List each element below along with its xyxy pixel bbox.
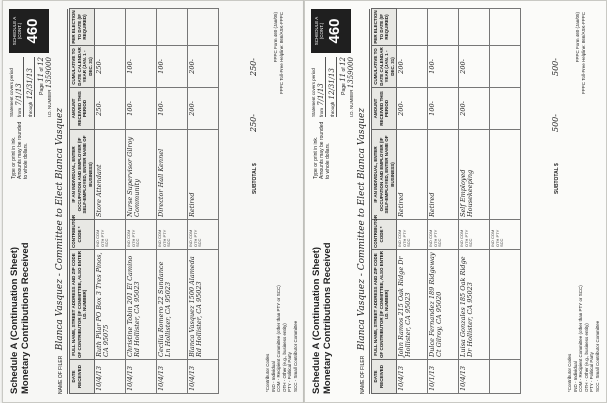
title-line-2: Monetary Contributions Received xyxy=(20,242,31,394)
subtotal-line xyxy=(249,9,261,394)
legend-item: SCC - Small Contributor Committee xyxy=(594,320,600,392)
period-through xyxy=(329,57,337,117)
contributor-codes-legend xyxy=(265,285,298,392)
header-contributor: FULL NAME, STREET ADDRESS AND ZIP CODE OF CONTRIBUTOR (IF COMMITTEE, ALSO ENTER I.D. NUMBER) xyxy=(70,250,95,360)
row-occupation: Retired xyxy=(188,130,219,220)
row-contributor xyxy=(490,250,521,360)
legend-item: PTY - Political Party xyxy=(287,352,292,392)
row-code: IND COM OTH PTY SCC xyxy=(397,220,428,250)
legend-item: OTH - Other (e.g., business entity) xyxy=(281,323,287,392)
filer-name: Blanca Vasquez - Committee to Elect Blanca Vasquez xyxy=(55,107,65,351)
header-occupation: IF AN INDIVIDUAL, ENTER OCCUPATION AND EMPLOYER (IF SELF-EMPLOYED, ENTER NAME OF BUSINESS) xyxy=(70,130,95,220)
legend-title: *Contributor Codes xyxy=(567,353,572,392)
scanned-page-right xyxy=(304,0,607,403)
table-header xyxy=(70,9,95,394)
row-date: 10/4/13 xyxy=(188,360,219,394)
page-label: Page xyxy=(39,83,45,95)
filer-label: NAME OF FILER xyxy=(58,355,64,394)
table-row xyxy=(157,9,188,394)
page-label: Page xyxy=(341,83,347,95)
row-date: 10/4/13 xyxy=(459,360,490,394)
row-amount: 250- xyxy=(95,88,126,130)
filer-label: NAME OF FILER xyxy=(360,355,366,394)
id-label: I.D. NUMBER xyxy=(349,89,354,118)
header-amount: AMOUNT RECEIVED THIS PERIOD xyxy=(70,88,95,130)
row-cumulative: 100- xyxy=(126,46,157,88)
title-line-1: Schedule A (Continuation Sheet) xyxy=(9,246,20,394)
row-occupation xyxy=(490,130,521,220)
page-content xyxy=(3,1,303,402)
row-per-election xyxy=(188,9,219,46)
legend-item: IND - Individual xyxy=(572,361,578,392)
subtotal-cumulative: 500- xyxy=(551,58,560,76)
row-code: IND COM OTH PTY SCC xyxy=(490,220,521,250)
badge-number: 460 xyxy=(24,18,41,44)
row-contributor: Blanca Vasquez 1500 Alameda Rd Hollister, CA 95023 xyxy=(188,250,219,360)
period-through-label: through xyxy=(330,101,335,117)
subtotal-amount: 250- xyxy=(249,114,258,132)
filer-name-line xyxy=(55,9,68,394)
form-header xyxy=(9,9,53,394)
table-row xyxy=(490,9,521,394)
footer-helpline: FPPC Toll-Free Helpline: 866/ASK-FPPC xyxy=(580,12,586,94)
id-label: I.D. NUMBER xyxy=(47,89,52,118)
filer-name-line xyxy=(357,9,370,394)
period-from-value: 7/1/13 xyxy=(317,83,325,106)
row-contributor: Cecilia Romero 22 Sundance Ln Hollister, CA 95023 xyxy=(157,250,188,360)
title-line-2: Monetary Contributions Received xyxy=(322,242,333,394)
row-date xyxy=(490,360,521,394)
form-title xyxy=(9,174,31,394)
legend-item: COM - Recipient Committee (other than PTY or SCC) xyxy=(578,285,583,392)
subtotal-line xyxy=(551,9,563,394)
schedule-badge xyxy=(311,9,351,53)
row-amount: 200- xyxy=(188,88,219,130)
form-footer xyxy=(575,12,586,102)
row-occupation: Retired xyxy=(397,130,428,220)
row-code: IND COM OTH PTY SCC xyxy=(95,220,126,250)
ink-note: Type or print in ink. Amounts may be rounded to whole dollars. xyxy=(11,121,29,179)
row-cumulative: 200- xyxy=(188,46,219,88)
subtotal-label: SUBTOTAL $ xyxy=(554,163,560,194)
row-amount xyxy=(490,88,521,130)
table-header xyxy=(372,9,397,394)
ink-note: Type or print in ink. Amounts may be rounded to whole dollars. xyxy=(313,121,331,179)
period-from xyxy=(16,57,24,117)
page-total: 12 xyxy=(339,57,347,66)
row-contributor: Christine Tobin 201 El Camino Rd Hollister, CA 95023 xyxy=(126,250,157,360)
page-number: 11 xyxy=(37,72,45,82)
badge-label: SCHEDULE A (CONT.) xyxy=(12,16,22,46)
row-per-election xyxy=(428,9,459,46)
row-code: IND COM OTH PTY SCC xyxy=(459,220,490,250)
statement-period xyxy=(9,57,38,117)
legend-item: IND - Individual xyxy=(270,361,276,392)
id-number xyxy=(347,57,355,117)
page-info xyxy=(339,57,347,95)
row-code: IND COM OTH PTY SCC xyxy=(428,220,459,250)
header-occupation: IF AN INDIVIDUAL, ENTER OCCUPATION AND EMPLOYER (IF SELF-EMPLOYED, ENTER NAME OF BUSINESS) xyxy=(372,130,397,220)
legend-item: SCC - Small Contributor Committee xyxy=(292,320,298,392)
page-info xyxy=(37,57,45,95)
title-line-1: Schedule A (Continuation Sheet) xyxy=(311,246,322,394)
header-code: CONTRIBUTOR CODE * xyxy=(70,220,95,250)
id-number xyxy=(45,57,53,117)
header-code: CONTRIBUTOR CODE * xyxy=(372,220,397,250)
row-cumulative: 100- xyxy=(428,46,459,88)
row-contributor: Dulce Fernandez 189 Ridgeway Ct Gilroy, CA 95020 xyxy=(428,250,459,360)
schedule-badge xyxy=(9,9,49,53)
row-occupation: Self Employed Housekeeping xyxy=(459,130,490,220)
contributor-codes-legend xyxy=(567,285,600,392)
table-row xyxy=(428,9,459,394)
filer-name: Blanca Vasquez - Committee to Elect Blanca Vasquez xyxy=(357,107,367,351)
row-date: 10/4/13 xyxy=(95,360,126,394)
row-per-election xyxy=(157,9,188,46)
row-amount: 100- xyxy=(157,88,188,130)
row-cumulative: 200- xyxy=(459,46,490,88)
header-per-election: PER ELECTION TO DATE (IF REQUIRED) xyxy=(372,9,397,46)
badge-number: 460 xyxy=(326,18,343,44)
table-row xyxy=(188,9,219,394)
row-occupation: Store Attendant xyxy=(95,130,126,220)
page-of-label: of xyxy=(39,67,45,72)
table-row xyxy=(126,9,157,394)
period-from xyxy=(318,57,326,117)
row-contributor: Luisa Gonzales 185 Oak Ridge Dr Hollister, CA 95023 xyxy=(459,250,490,360)
legend-item: PTY - Political Party xyxy=(589,352,594,392)
row-per-election xyxy=(95,9,126,46)
header-amount: AMOUNT RECEIVED THIS PERIOD xyxy=(372,88,397,130)
subtotal-label: SUBTOTAL $ xyxy=(252,163,258,194)
period-label: Statement covers period xyxy=(9,68,14,117)
page-of-label: of xyxy=(341,67,347,72)
row-date: 10/4/13 xyxy=(126,360,157,394)
page-total: 12 xyxy=(37,57,45,66)
row-contributor: John Ramos 215 Oak Ridge Dr Hollister, CA 95023 xyxy=(397,250,428,360)
subtotal-amount: 500- xyxy=(551,114,560,132)
row-occupation: Retired xyxy=(428,130,459,220)
period-through-value: 12/31/13 xyxy=(328,68,336,100)
period-from-label: from xyxy=(17,108,22,117)
form-title xyxy=(311,174,333,394)
row-per-election xyxy=(397,9,428,46)
row-date: 10/1/13 xyxy=(428,360,459,394)
header-cumulative: CUMULATIVE TO DATE CALENDAR YEAR (JAN. 1 - DEC. 31) xyxy=(71,47,93,86)
row-cumulative xyxy=(490,46,521,88)
row-per-election xyxy=(126,9,157,46)
page-content xyxy=(305,1,606,402)
row-contributor: Ruth Pilar PO Box 3 Tres Pinos, CA 95075 xyxy=(95,250,126,360)
header-per-election: PER ELECTION TO DATE (IF REQUIRED) xyxy=(70,9,95,46)
table-row xyxy=(95,9,126,394)
contributions-table xyxy=(371,8,521,394)
subtotal-cumulative: 250- xyxy=(249,58,258,76)
row-date: 10/4/13 xyxy=(157,360,188,394)
row-code: IND COM OTH PTY SCC xyxy=(126,220,157,250)
period-from-label: from xyxy=(319,108,324,117)
row-per-election xyxy=(459,9,490,46)
row-amount: 200- xyxy=(459,88,490,130)
row-cumulative: 200- xyxy=(397,46,428,88)
row-code: IND COM OTH PTY SCC xyxy=(188,220,219,250)
id-value: 1359000 xyxy=(347,57,355,89)
header-cumulative: CUMULATIVE TO DATE CALENDAR YEAR (JAN. 1 - DEC. 31) xyxy=(373,47,395,86)
table-row xyxy=(459,9,490,394)
row-occupation: Nurse Supervisor Gilroy Community xyxy=(126,130,157,220)
header-contributor: FULL NAME, STREET ADDRESS AND ZIP CODE OF CONTRIBUTOR (IF COMMITTEE, ALSO ENTER I.D. NUMBER) xyxy=(372,250,397,360)
badge-label: SCHEDULE A (CONT.) xyxy=(314,16,324,46)
row-date: 10/4/13 xyxy=(397,360,428,394)
form-footer xyxy=(273,12,284,102)
row-amount: 100- xyxy=(428,88,459,130)
contributions-table xyxy=(69,8,219,394)
row-code: IND COM OTH PTY SCC xyxy=(157,220,188,250)
header-date: DATE RECEIVED xyxy=(372,360,397,394)
row-amount: 100- xyxy=(126,88,157,130)
period-through-value: 12/31/13 xyxy=(26,68,34,100)
row-occupation: Director Hall Kennel xyxy=(157,130,188,220)
id-value: 1359000 xyxy=(45,57,53,89)
period-from-value: 7/1/13 xyxy=(15,83,23,106)
footer-form-id: FPPC Form 460 (Jan/05) xyxy=(273,12,278,63)
footer-helpline: FPPC Toll-Free Helpline: 866/ASK-FPPC xyxy=(278,12,284,94)
period-label: Statement covers period xyxy=(311,68,316,117)
statement-period xyxy=(311,57,340,117)
scanned-page-left xyxy=(2,0,304,403)
header-date: DATE RECEIVED xyxy=(70,360,95,394)
row-cumulative: 100- xyxy=(157,46,188,88)
row-amount: 200- xyxy=(397,88,428,130)
row-per-election xyxy=(490,9,521,46)
form-header xyxy=(311,9,355,394)
row-cumulative: 250- xyxy=(95,46,126,88)
legend-title: *Contributor Codes xyxy=(265,353,270,392)
period-through-label: through xyxy=(28,101,33,117)
legend-item: COM - Recipient Committee (other than PTY or SCC) xyxy=(276,285,281,392)
legend-item: OTH - Other (e.g., business entity) xyxy=(583,323,589,392)
page-number: 11 xyxy=(339,72,347,82)
footer-form-id: FPPC Form 460 (Jan/05) xyxy=(575,12,580,63)
table-row xyxy=(397,9,428,394)
period-through xyxy=(27,57,35,117)
